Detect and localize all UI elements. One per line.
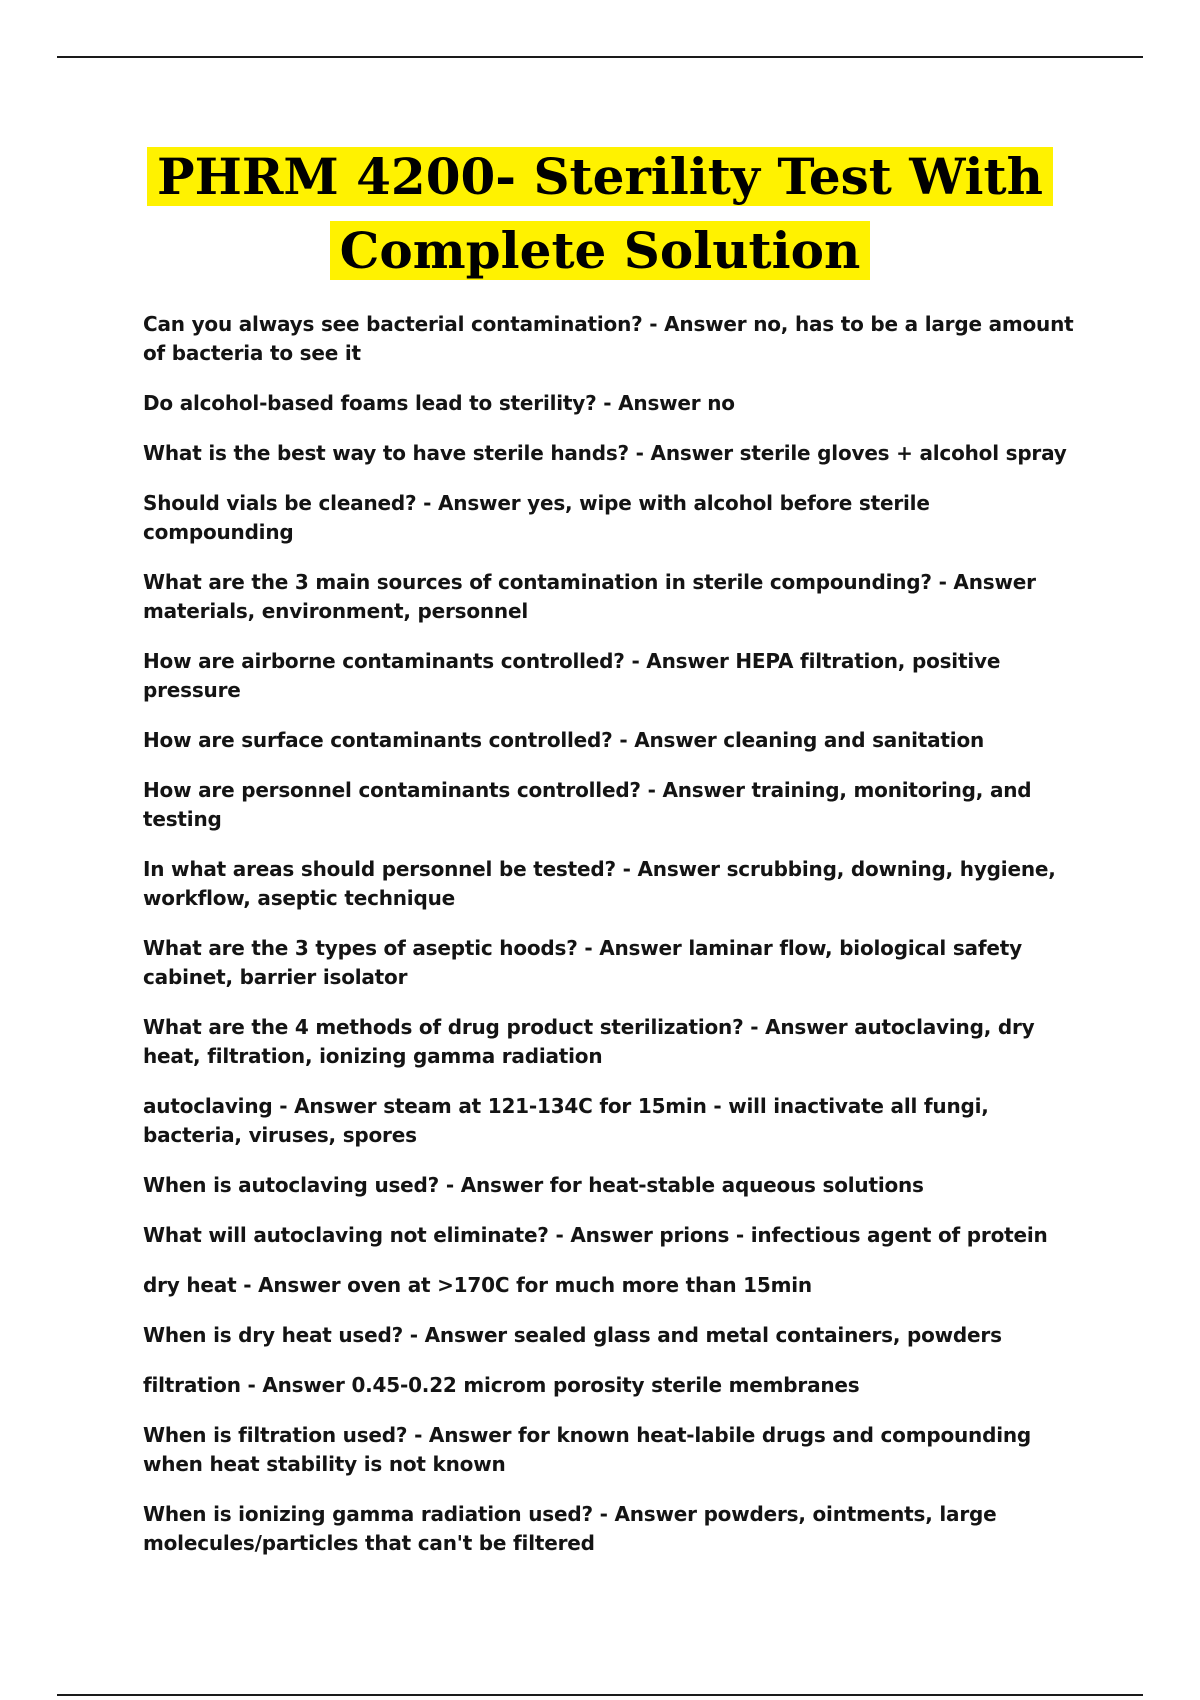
qa-item: How are surface contaminants controlled? - Answer cleaning and sanitation (143, 728, 985, 752)
qa-item: How are personnel contaminants controlled? - Answer training, monitoring, and testing (143, 778, 1032, 831)
qa-item: When is autoclaving used? - Answer for heat-stable aqueous solutions (143, 1173, 924, 1197)
qa-item: Do alcohol-based foams lead to sterility? - Answer no (143, 391, 735, 415)
qa-item: When is filtration used? - Answer for known heat-labile drugs and compounding when heat stability is not known (143, 1423, 1032, 1476)
qa-item: autoclaving - Answer steam at 121-134C for 15min - will inactivate all fungi, bacteria, viruses, spores (143, 1094, 989, 1147)
qa-item: In what areas should personnel be tested? - Answer scrubbing, downing, hygiene, workflow, aseptic technique (143, 857, 1056, 910)
qa-item: When is ionizing gamma radiation used? - Answer powders, ointments, large molecules/particles that can't be filtered (143, 1502, 997, 1555)
document-title (0, 140, 1200, 288)
qa-item: dry heat - Answer oven at >170C for much more than 15min (143, 1273, 812, 1297)
qa-list (143, 310, 1083, 1579)
qa-item: What is the best way to have sterile hands? - Answer sterile gloves + alcohol spray (143, 441, 1067, 465)
qa-item: What are the 3 main sources of contamination in sterile compounding? - Answer materials, environment, personnel (143, 570, 1036, 623)
title-line-1: PHRM 4200- Sterility Test With (147, 147, 1053, 206)
qa-item: What will autoclaving not eliminate? - Answer prions - infectious agent of protein (143, 1223, 1048, 1247)
top-rule (57, 56, 1143, 58)
qa-item: filtration - Answer 0.45-0.22 microm porosity sterile membranes (143, 1373, 860, 1397)
qa-item: How are airborne contaminants controlled? - Answer HEPA filtration, positive pressure (143, 649, 1001, 702)
qa-item: Can you always see bacterial contamination? - Answer no, has to be a large amount of bacteria to see it (143, 312, 1074, 365)
qa-item: When is dry heat used? - Answer sealed glass and metal containers, powders (143, 1323, 1002, 1347)
qa-item: What are the 4 methods of drug product sterilization? - Answer autoclaving, dry heat, filtration, ionizing gamma radiation (143, 1015, 1035, 1068)
bottom-rule (57, 1694, 1143, 1696)
title-line-2: Complete Solution (330, 221, 871, 280)
qa-item: Should vials be cleaned? - Answer yes, wipe with alcohol before sterile compounding (143, 491, 930, 544)
qa-item: What are the 3 types of aseptic hoods? - Answer laminar flow, biological safety cabinet, barrier isolator (143, 936, 1022, 989)
